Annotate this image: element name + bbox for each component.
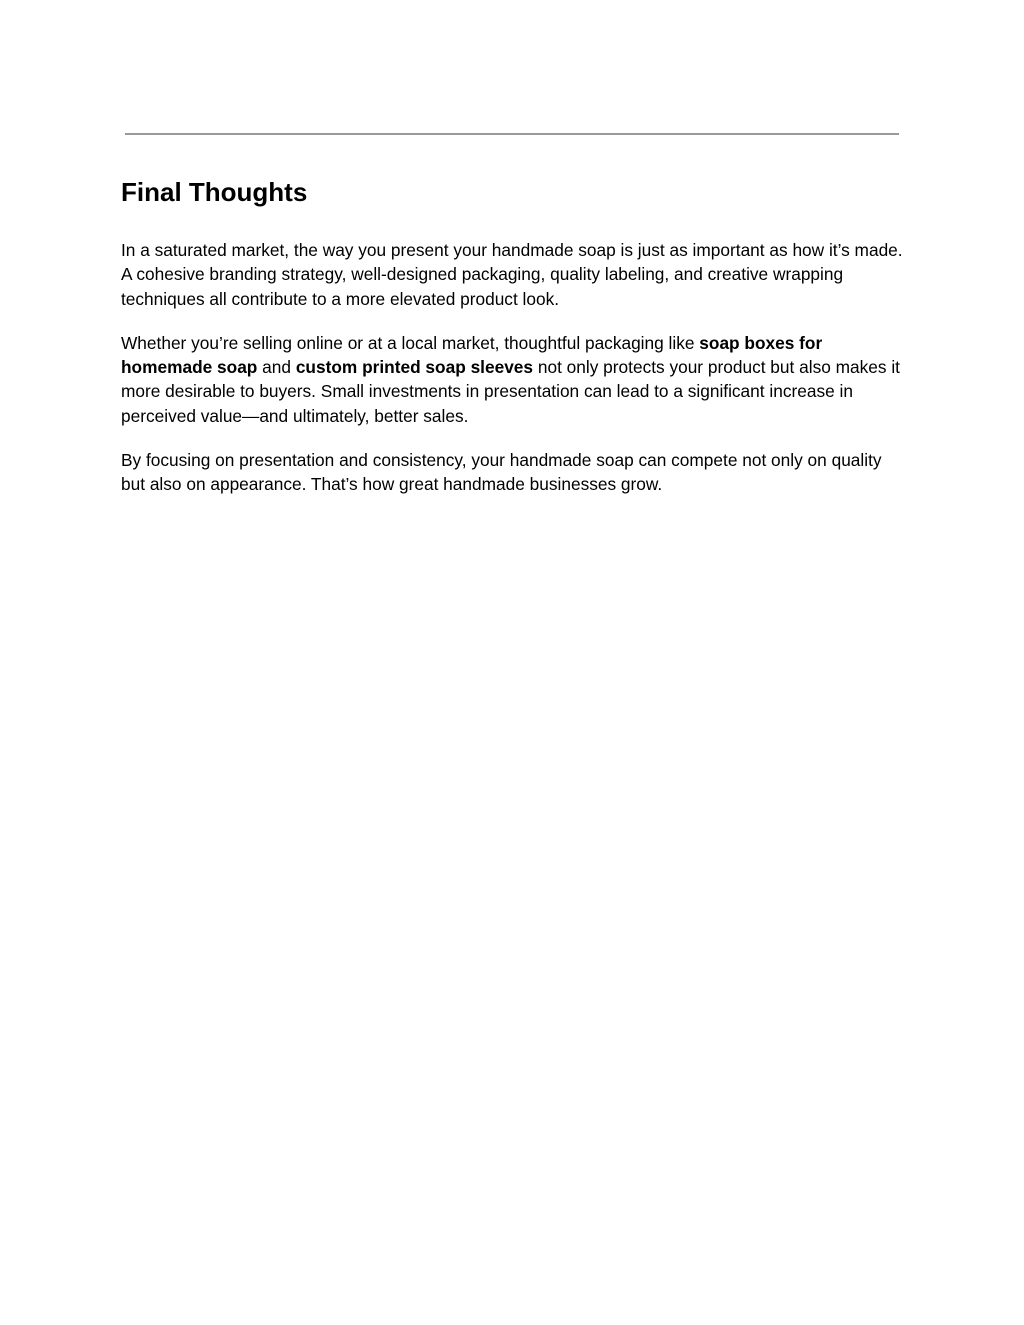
paragraph-packaging-text-1: Whether you’re selling online or at a local market, thoughtful packaging like [121,332,700,353]
section-heading: Final Thoughts [121,177,308,207]
horizontal-divider [125,133,899,135]
paragraph-packaging-text-2: and [257,357,296,378]
paragraph-intro: In a saturated market, the way you present your handmade soap is just as important as how it’s made. A cohesive branding strategy, well-designed packaging, quality labeling, and creative wrapping techniques all contribute to a more elevated product look. [121,240,903,309]
paragraph-packaging [121,331,906,428]
bold-soap-boxes: soap boxes for homemade soap [121,332,823,378]
paragraph-packaging-text-3: not only protects your product but also makes it more desirable to buyers. Small investments in presentation can lead to a significant increase in perceived value—and ultimately, better sales. [121,357,900,426]
paragraph-conclusion: By focusing on presentation and consistency, your handmade soap can compete not only on quality but also on appearance. That’s how great handmade businesses grow. [121,450,882,495]
document-content [121,174,906,517]
bold-soap-sleeves: custom printed soap sleeves [295,357,534,378]
